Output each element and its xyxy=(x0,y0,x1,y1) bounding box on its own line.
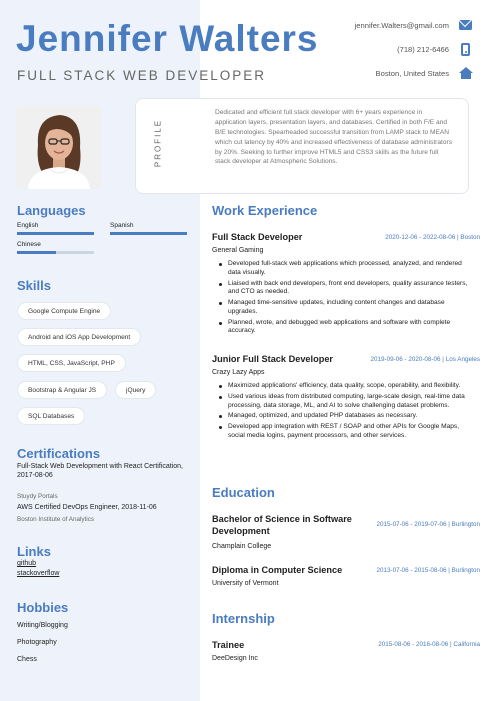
languages-heading: Languages xyxy=(17,203,86,218)
skills-heading: Skills xyxy=(17,278,51,293)
language-name: Chinese xyxy=(17,241,41,248)
avatar-illustration xyxy=(16,105,102,189)
mobile-phone-icon xyxy=(459,43,472,56)
job-location: Boston xyxy=(460,234,480,241)
hobby-item: Chess xyxy=(17,656,37,663)
language-level-bar xyxy=(17,251,94,254)
hobbies-heading: Hobbies xyxy=(17,600,69,615)
link-stackoverflow[interactable]: stackoverflow xyxy=(17,570,60,577)
job-responsibilities xyxy=(219,260,471,338)
skill-tag: Bootstrap & Angular JS xyxy=(17,381,107,399)
list-item: Used various ideas from distributed computing, large-scale design, real-time data processing, data storage, ML, and AI to solve challenging dataset problems. xyxy=(219,393,471,411)
contact-location: Boston, United States xyxy=(375,68,449,78)
language-english xyxy=(17,222,94,235)
language-chinese xyxy=(17,241,94,254)
certification-title: Full-Stack Web Development with React Certification, 2017-08-06 xyxy=(17,463,183,480)
skill-tag: jQuery xyxy=(115,381,156,399)
profile-summary: Dedicated and efficient full stack developer with 6+ years experience in application layers, presentation layers, and databases. Certified in both F/E and B/E technologies. Spearheaded successful transition from LAMP stack to MEAN which cut latency by 40% and increased effectiveness of database administrators by 20%. Seeking to further improve HTML5 and CSS3 skills as the future full stack developer at Atmospheric Solutions. xyxy=(215,109,453,166)
list-item: Maximized applications' efficiency, data quality, scope, operability, and flexibility. xyxy=(219,382,471,391)
language-name: Spanish xyxy=(110,222,134,229)
job-responsibilities xyxy=(219,382,471,442)
language-level-bar xyxy=(17,232,94,235)
education-heading: Education xyxy=(212,485,275,500)
education-location: Burlington xyxy=(451,521,480,528)
job-location: Los Angeles xyxy=(445,356,480,363)
hobby-item: Photography xyxy=(17,639,57,646)
internship-title: Trainee xyxy=(212,640,245,650)
meta-separator: | xyxy=(455,234,461,241)
home-icon xyxy=(459,67,472,80)
list-item: Developed full-stack web applications which processed, analyzed, and rendered data visually. xyxy=(219,260,471,278)
links-heading: Links xyxy=(17,544,51,559)
list-item: Managed time-sensitive updates, including content changes and database upgrades. xyxy=(219,299,471,317)
certification-issuer: Stuydy Portals xyxy=(17,493,58,500)
education-school: University of Vermont xyxy=(212,580,279,587)
education-meta xyxy=(376,567,480,574)
job-title: Junior Full Stack Developer xyxy=(212,354,334,364)
meta-separator: | xyxy=(448,641,454,648)
education-meta xyxy=(376,521,480,528)
list-item: Planned, wrote, and debugged web applications and software with complete accuracy. xyxy=(219,319,471,337)
internship-heading: Internship xyxy=(212,611,275,626)
certification-title: AWS Certified DevOps Engineer, 2018-11-06 xyxy=(17,504,157,511)
job-title: Full Stack Developer xyxy=(212,232,303,242)
education-school: Champlain College xyxy=(212,543,272,550)
education-location: Burlington xyxy=(451,567,480,574)
skill-tag: HTML, CSS, JavaScript, PHP xyxy=(17,354,126,372)
language-level-bar xyxy=(110,232,187,235)
job-dates: 2020-12-06 - 2022-08-06 xyxy=(385,234,456,241)
education-dates: 2015-07-06 - 2019-07-06 xyxy=(376,521,447,528)
contact-email[interactable]: jennifer.Walters@gmail.com xyxy=(354,20,449,30)
list-item: Developed app integration with REST / SOAP and other APIs for Google Maps, social media logins, payment processors, and other services. xyxy=(219,423,471,441)
list-item: Managed, optimized, and updated PHP databases as necessary. xyxy=(219,412,471,421)
certifications-heading: Certifications xyxy=(17,446,101,461)
hobby-item: Writing/Blogging xyxy=(17,622,68,629)
certification-issuer: Boston Institute of Analytics xyxy=(17,516,95,523)
profile-label: PROFILE xyxy=(153,118,163,168)
job-meta xyxy=(385,234,480,241)
language-level-fill xyxy=(17,232,94,235)
skill-tag: SQL Databases xyxy=(17,407,85,425)
language-name: English xyxy=(17,222,39,229)
education-degree: Bachelor of Science in Software Development xyxy=(212,514,352,536)
job-company: Crazy Lazy Apps xyxy=(212,369,265,376)
language-spanish xyxy=(110,222,187,235)
skill-tag: Google Compute Engine xyxy=(17,302,111,320)
skill-tag: Android and iOS App Development xyxy=(17,328,141,346)
contact-phone[interactable]: (718) 212-6466 xyxy=(397,44,449,54)
education-dates: 2013-07-06 - 2015-08-06 xyxy=(376,567,447,574)
language-level-fill xyxy=(110,232,187,235)
envelope-icon xyxy=(459,19,472,32)
language-level-fill xyxy=(17,251,56,254)
contact-phone-row xyxy=(397,41,472,57)
job-meta xyxy=(371,356,480,363)
avatar xyxy=(16,105,102,189)
contact-email-row xyxy=(355,17,472,33)
internship-company: DeeDesign Inc xyxy=(212,655,258,662)
internship-meta xyxy=(378,641,480,648)
job-dates: 2019-09-06 - 2020-08-06 xyxy=(370,356,441,363)
meta-separator: | xyxy=(440,356,446,363)
job-company: General Gaming xyxy=(212,247,264,254)
candidate-name: Jennifer Walters xyxy=(16,18,319,59)
internship-dates: 2015-08-06 - 2016-08-06 xyxy=(378,641,449,648)
meta-separator: | xyxy=(446,567,452,574)
candidate-title: FULL STACK WEB DEVELOPER xyxy=(17,68,267,83)
list-item: Liaised with back end developers, front end developers, quality assurance testers, and CTO as needed. xyxy=(219,280,471,298)
meta-separator: | xyxy=(446,521,452,528)
link-github[interactable]: github xyxy=(17,560,37,567)
education-degree: Diploma in Computer Science xyxy=(212,565,343,575)
contact-location-row xyxy=(376,65,472,81)
work-experience-heading: Work Experience xyxy=(212,203,318,218)
internship-location: California xyxy=(453,641,480,648)
